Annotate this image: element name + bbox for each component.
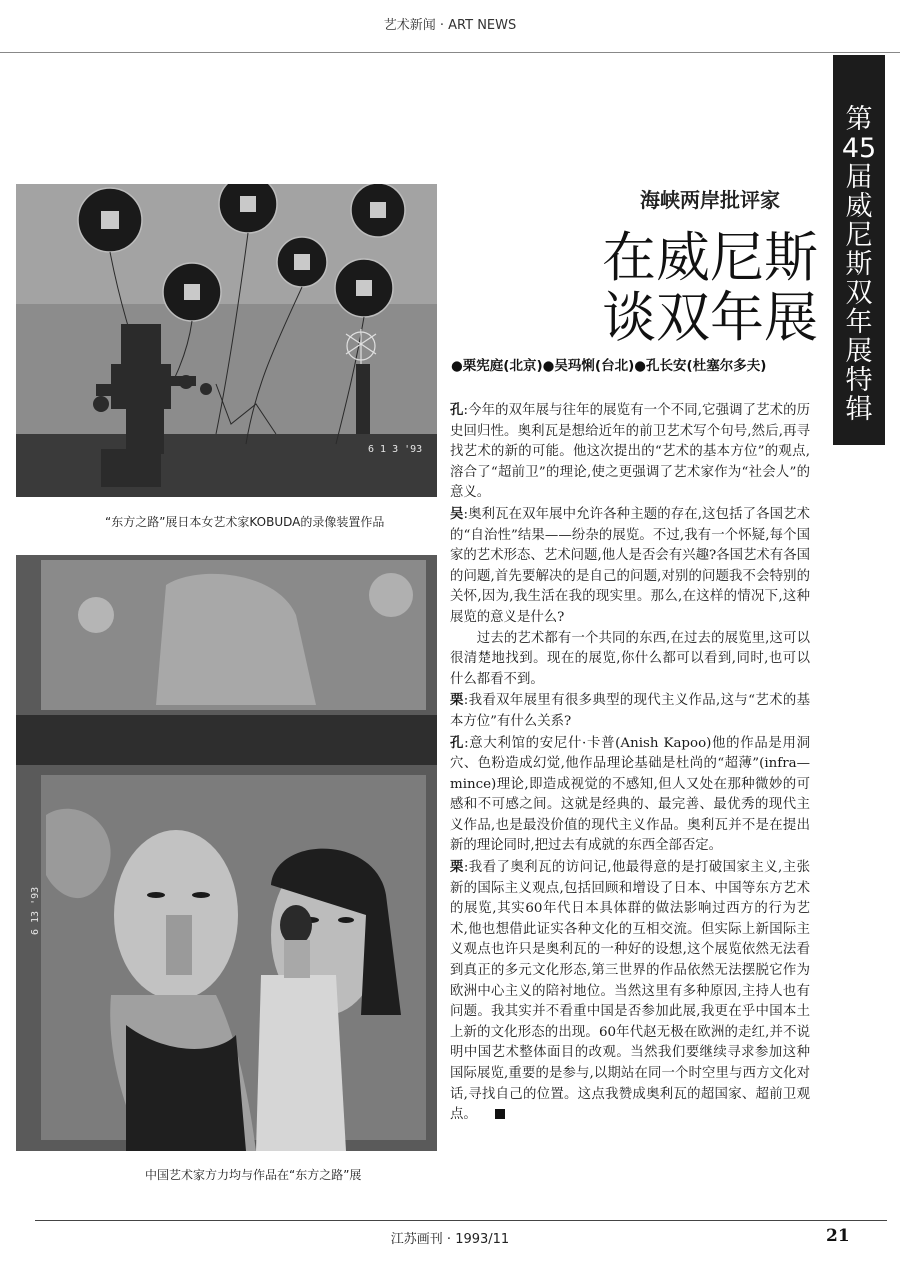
paragraph-text: 过去的艺术都有一个共同的东西,在过去的展览里,这可以很清楚地找到。现在的展览,你什么都可以看到,同时,也可以什么都看不到。 xyxy=(450,630,810,687)
page-header xyxy=(0,0,900,53)
tab-char: 展 xyxy=(845,336,873,367)
article-body xyxy=(450,400,810,1126)
paragraph xyxy=(450,690,810,732)
article-title xyxy=(588,228,818,348)
paragraph-text: :奥利瓦在双年展中允许各种主题的存在,这包括了各国艺术的“自治性”结果——纷杂的展览。不过,我有一个怀疑,每个国家的艺术形态、艺术问题,他人是否会有兴趣?各国艺术有各国的问题,首先要解决的是自己的问题,对别的问题我不会特别的关怀,因为,我生活在我的现实里。那么,在这样的情况下,这种展览的意义是什么? xyxy=(450,506,810,625)
date-stamp: 6 13 '93 xyxy=(30,886,41,935)
artist-photo-art xyxy=(16,555,437,1151)
installation-photo-art xyxy=(16,184,437,497)
speaker: 栗 xyxy=(450,692,464,709)
tab-char: 斯 xyxy=(845,249,873,280)
artist-photo xyxy=(16,555,437,1151)
paragraph-text: :我看双年展里有很多典型的现代主义作品,这与“艺术的基本方位”有什么关系? xyxy=(450,693,810,729)
tab-char: 尼 xyxy=(845,220,873,251)
speaker: 栗 xyxy=(450,859,464,876)
paragraph xyxy=(450,504,810,629)
title-line: 在威尼斯 xyxy=(602,226,818,289)
tab-char: 双 xyxy=(845,278,873,309)
tab-char: 特 xyxy=(845,365,873,396)
date-stamp: 6 1 3 '93 xyxy=(368,444,423,455)
title-line: 谈双年展 xyxy=(602,286,818,349)
paragraph xyxy=(450,400,810,504)
paragraph xyxy=(450,733,810,858)
photo-caption: “东方之路”展日本女艺术家KOBUDA的录像装置作品 xyxy=(105,515,385,529)
paragraph-text: :今年的双年展与往年的展览有一个不同,它强调了艺术的历史回归性。奥利瓦是想给近年的前卫艺术写个句号,然后,再寻找艺术的新的可能。他这次提出的“艺术的基本方位”的观点,溶合了“超前卫”的理论,使之更强调了艺术家作为“社会人”的意义。 xyxy=(450,403,810,501)
tab-char: 辑 xyxy=(845,394,873,425)
page-number: 21 xyxy=(826,1226,850,1246)
speaker: 孔 xyxy=(450,402,464,418)
footer-rule xyxy=(35,1220,887,1221)
photo-caption: 中国艺术家方力均与作品在“东方之路”展 xyxy=(145,1168,362,1182)
installation-photo xyxy=(16,184,437,497)
tab-char: 年 xyxy=(845,307,873,338)
tab-char: 届 xyxy=(845,162,873,193)
speaker: 孔 xyxy=(450,734,465,751)
article-authors: ●栗宪庭(北京)●吴玛悧(台北)●孔长安(杜塞尔多夫) xyxy=(451,358,767,374)
paragraph xyxy=(450,629,810,691)
special-issue-tab xyxy=(833,55,885,445)
paragraph xyxy=(450,857,810,1126)
speaker: 吴 xyxy=(450,505,464,522)
tab-char: 第 xyxy=(845,104,873,135)
header-text: 艺术新闻 · ART NEWS xyxy=(383,18,517,33)
tab-char: 威 xyxy=(845,191,873,222)
end-mark-icon xyxy=(495,1109,505,1119)
tab-char: 45 xyxy=(841,133,877,164)
paragraph-text: :我看了奥利瓦的访问记,他最得意的是打破国家主义,主张新的国际主义观点,包括回顾和增设了日本、中国等东方艺术的展览,其实60年代日本具体群的做法影响过西方的行为艺术,他也想借此证实各种文化的互相交流。但实际上新国际主义观点也许只是奥利瓦的一种好的设想,这个展览依然无法看到真正的多元文化形态,第三世界的作品依然无法摆脱它作为欧洲中心主义的陪衬地位。当然这里有多种原因,主持人也有问题。我其实并不看重中国是否参加此展,我更在乎中国本土上新的文化形态的出现。60年代赵无极在欧洲的走红,并不说明中国艺术整体面目的改观。当然我们要继续寻求参加这种国际展览,重要的是参与,以期站在同一个时空里与西方文化对话,寻找自己的位置。这点我赞成奥利瓦的超国家、超前卫观点。 xyxy=(450,860,810,1123)
page-footer: 江苏画刊 · 1993/11 xyxy=(390,1232,510,1247)
paragraph-text: :意大利馆的安尼什·卡普(Anish Kapoo)他的作品是用洞穴、色粉造成幻觉,他作品理论基础是杜尚的“超薄”(infra—mince)理论,即造成视觉的不感知,但人又处在那种微妙的可感和不可感之间。这就是经典的、最完善、最优秀的现代主义作品,也是最没价值的现代主义作品。奥利瓦并不是在提出新的理论同时,把过去有成就的东西全部否定。 xyxy=(450,735,810,854)
article-subtitle: 海峡两岸批评家 xyxy=(640,188,780,212)
